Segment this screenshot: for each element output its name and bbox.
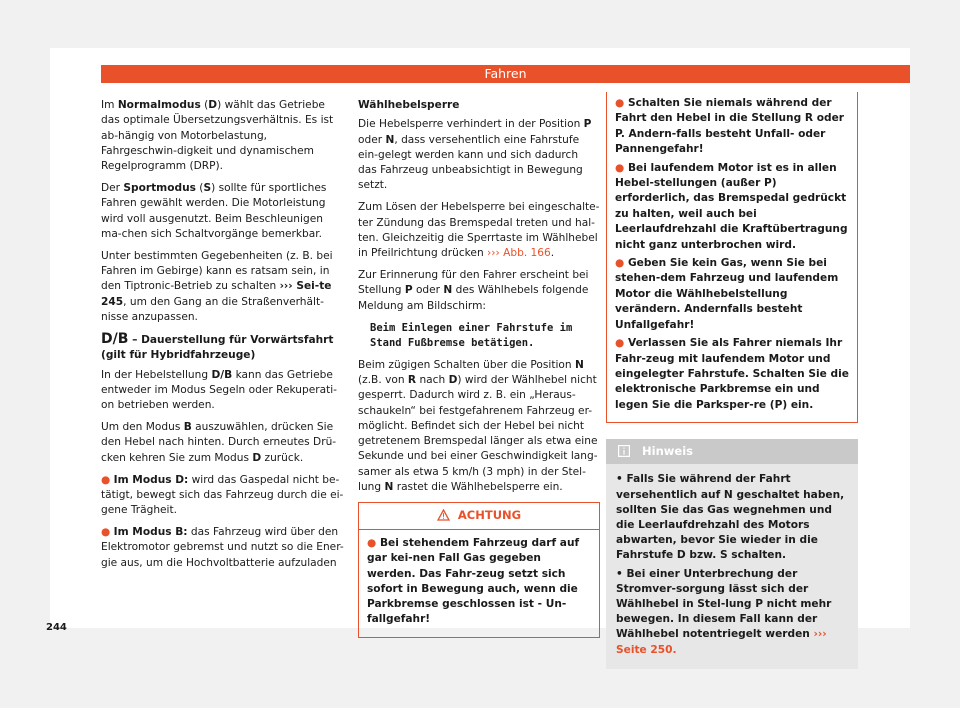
- list-item: ● Im Modus B: das Fahrzeug wird über den Elektromotor gebremst und nutzt so die Ener-gie aus, um die Hochvoltbatterie aufzuladen: [101, 525, 344, 569]
- warning-title: ACHTUNG: [359, 503, 599, 530]
- list-item: • Falls Sie während der Fahrt versehentlich auf N geschaltet haben, sollten Sie das Gas wegnehmen und die Leerlaufdrehzahl des Motors abwarten, bevor Sie wieder in die Fahrstufe D bzw. S schalten.: [616, 473, 845, 562]
- list-item: ● Bei laufendem Motor ist es in allen Hebel-stellungen (außer P) erforderlich, das Bremspedal gedrückt zu halten, weil auch bei Leerlaufdrehzahl die Kraftübertragung nicht ganz unterbrochen wird.: [615, 161, 848, 251]
- paragraph-loesen: Zum Lösen der Hebelsperre bei eingeschalte-ter Zündung das Bremspedal treten und hal-ten. Gleichzeitig die Sperrtaste im Wählhebel in Pfeilrichtung drücken ››› Abb. 166.: [358, 201, 600, 260]
- bullet-icon: ●: [367, 537, 377, 550]
- bullet-icon: ●: [101, 525, 111, 538]
- subheading-waehlhebelsperre: Wählhebelsperre: [358, 99, 460, 111]
- hint-title: Hinweis: [606, 439, 858, 464]
- page-link[interactable]: ››› Seite 250.: [616, 628, 827, 656]
- paragraph-db: In der Hebelstellung D/B kann das Getriebe entweder im Modus Segeln oder Rekuperati-on betrieben werden.: [101, 368, 338, 412]
- bullet-icon: •: [616, 567, 623, 580]
- column-3: [606, 98, 858, 669]
- paragraph-modus-b: Um den Modus B auszuwählen, drücken Sie den Hebel nach hinten. Durch erneutes Drü-cken kehren Sie zum Modus D zurück.: [101, 421, 337, 464]
- figure-link[interactable]: ››› Abb. 166: [487, 247, 551, 260]
- paragraph-tiptronic: Unter bestimmten Gegebenheiten (z. B. bei Fahren im Gebirge) kann es ratsam sein, in den Tiptronic-Betrieb zu schalten ››› Sei-te 245, um den Gang an die Straßenverhält-nisse anzupassen.: [101, 249, 333, 324]
- paragraph-zuegig: Beim zügigen Schalten über die Position N (z.B. von R nach D) wird der Wählhebel nicht gesperrt. Dadurch wird z. B. ein „Heraus-schaukeln“ bei festgefahrenem Fahrzeug er-möglicht. Befindet sich der Hebel bei nicht getretenem Bremspedal länger als etwa eine Sekunde und bei einer Geschwindigkeit lang-samer als etwa 5 km/h (3 mph) in der Stel-lung N rastet die Wählhebelsperre ein.: [358, 358, 598, 494]
- display-message: Beim Einlegen einer Fahrstufe im Stand Fußbremse betätigen.: [370, 321, 573, 350]
- list-item: • Bei einer Unterbrechung der Stromver-sorgung lässt sich der Wählhebel in Stel-lung P nicht mehr bewegen. In diesem Fall kann der Wählhebel notentriegelt werden ››› Seite 250.: [616, 567, 832, 656]
- page-link[interactable]: ››› Sei-te 245: [101, 280, 332, 308]
- bullet-icon: ●: [615, 97, 625, 109]
- warning-box-continued: [606, 92, 858, 423]
- hint-body: [606, 472, 858, 657]
- info-icon: [618, 445, 630, 457]
- list-item: ● Verlassen Sie als Fahrer niemals Ihr Fahr-zeug mit laufendem Motor und eingelegter Fahrstufe. Schalten Sie die elektronische Parkbremse ein und legen Sie die Parksper-re (P) ein.: [615, 337, 849, 411]
- paragraph-hebelsperre: Die Hebelsperre verhindert in der Position P oder N, dass versehentlich eine Fahrstufe ein-gelegt werden kann und sich dadurch das Fahrzeug unbeabsichtigt in Bewegung setzt.: [358, 118, 592, 192]
- hint-box: [606, 439, 858, 669]
- list-item: ● Im Modus D: wird das Gaspedal nicht be-tätigt, bewegt sich das Fahrzeug durch die ei-gene Trägheit.: [101, 473, 344, 517]
- section-header: [101, 65, 910, 83]
- bullet-icon: ●: [615, 257, 625, 270]
- bullet-icon: •: [616, 473, 623, 486]
- bullet-icon: ●: [101, 473, 111, 486]
- list-item: ● Geben Sie kein Gas, wenn Sie bei stehen-dem Fahrzeug und laufendem Motor die Wählhebelstellung verändern. Andernfalls besteht Unfallgefahr!: [615, 257, 839, 331]
- subheading-db: D/B – Dauerstellung für Vorwärtsfahrt (gilt für Hybridfahrzeuge): [101, 330, 334, 362]
- page-number: 244: [46, 622, 67, 633]
- paragraph-erinnerung: Zur Erinnerung für den Fahrer erscheint bei Stellung P oder N des Wählhebels folgende Meldung am Bildschirm:: [358, 269, 589, 312]
- paragraph-sportmodus: Der Sportmodus (S) sollte für sportliches Fahren gewählt werden. Die Motorleistung wird voll ausgenutzt. Beim Beschleunigen ma-chen sich Schaltvorgänge bemerkbar.: [101, 182, 327, 240]
- warning-box: [358, 502, 600, 639]
- column-1: [101, 98, 345, 577]
- warning-body: [359, 536, 599, 627]
- warning-triangle-icon: [437, 509, 450, 521]
- list-item: ● Bei stehendem Fahrzeug darf auf gar kei-nen Fall Gas gegeben werden. Das Fahr-zeug setzt sich sofort in Bewegung auch, wenn die Parkbremse geschlossen ist - Un-fallgefahr!: [367, 537, 580, 626]
- column-2: [358, 98, 600, 638]
- db-mode-icon: D/B: [101, 330, 129, 347]
- list-item: ● Schalten Sie niemals während der Fahrt den Hebel in die Stellung R oder P. Andern-falls besteht Unfall- oder Pannengefahr!: [615, 97, 844, 156]
- paragraph-normalmodus: Im Normalmodus (D) wählt das Getriebe das optimale Übersetzungsverhältnis. Es ist ab-hängig von Motorbelastung, Fahrgeschwin-digkeit und dynamischem Regelprogramm (DRP).: [101, 99, 334, 173]
- section-title: Fahren: [484, 66, 527, 81]
- bullet-icon: ●: [615, 337, 625, 350]
- bullet-icon: ●: [615, 161, 625, 174]
